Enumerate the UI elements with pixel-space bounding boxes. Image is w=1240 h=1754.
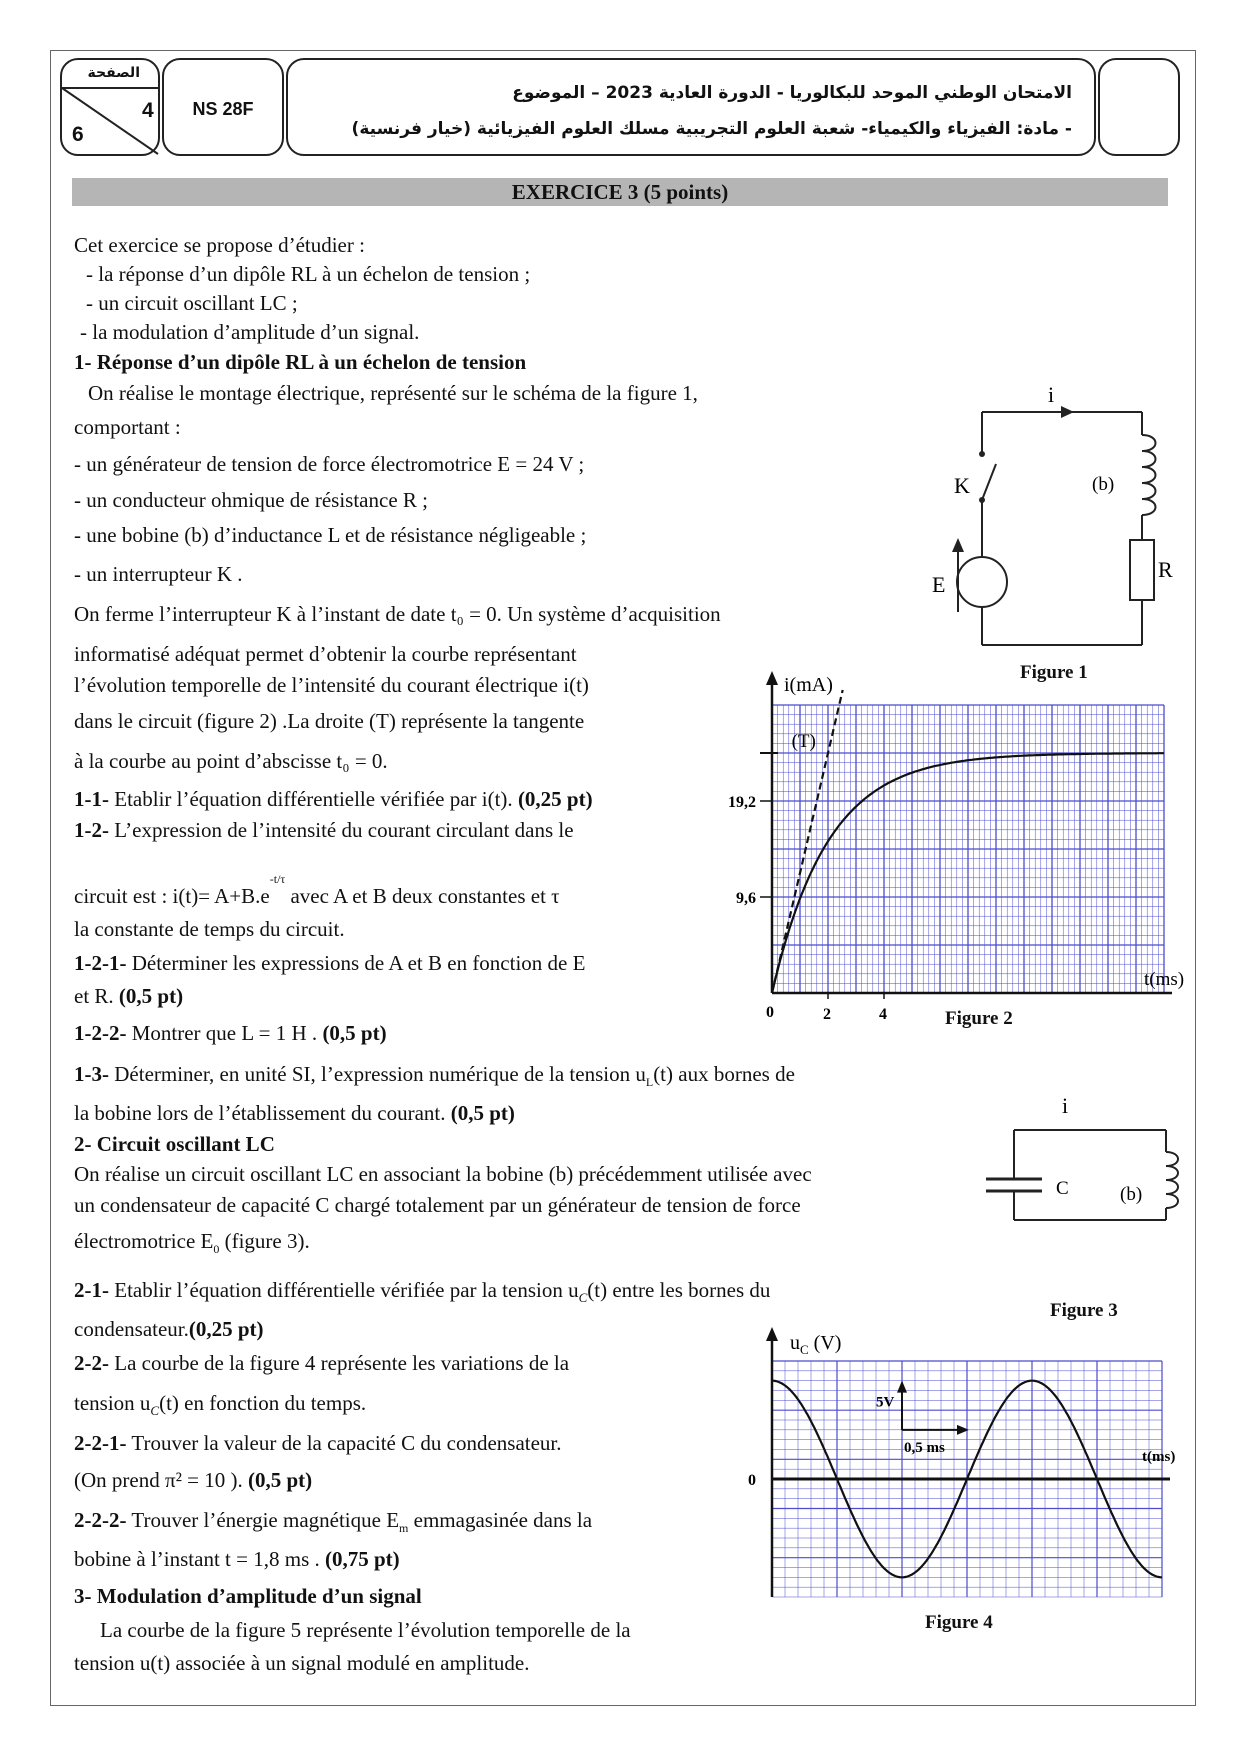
question-text: Déterminer, en unité SI, l’expression numérique de la tension u [109, 1062, 646, 1086]
paragraph: comportant : [74, 415, 181, 439]
question-2-2-2-b [74, 1546, 400, 1572]
exercise-title-band [72, 178, 1168, 206]
question-number: 1-2- [74, 818, 109, 842]
question-number: 2-2-2- [74, 1508, 127, 1532]
exam-title-line1: الامتحان الوطني الموحد للبكالوريا - الدورة العادية 2023 – الموضوع [512, 83, 1072, 103]
paragraph: l’évolution temporelle de l’intensité du courant électrique i(t) [74, 673, 589, 697]
question-text: (On prend π² = 10 ). [74, 1468, 243, 1492]
question-number: 1-2-2- [74, 1021, 127, 1045]
question-points: (0,5 pt) [317, 1021, 387, 1045]
figure3-label-c: C [1056, 1178, 1069, 1199]
origin-label: 0 [748, 1472, 756, 1489]
question-number: 2-2- [74, 1351, 109, 1375]
question-1-2 [74, 817, 574, 843]
tangent-label: (T) [791, 731, 816, 752]
paragraph: La courbe de la figure 5 représente l’évolution temporelle de la [100, 1618, 631, 1642]
formula-exponent: -t/τ [269, 872, 286, 886]
question-text: Etablir l’équation différentielle vérifiée par la tension u [109, 1278, 579, 1302]
list-item: - un générateur de tension de force électromotrice E = 24 V ; [74, 452, 585, 476]
figure1-circuit [920, 380, 1180, 680]
exam-code-box [162, 58, 284, 156]
figure3-caption: Figure 3 [1050, 1300, 1118, 1321]
x-tick-label: 0 [766, 1004, 774, 1021]
paragraph: On réalise le montage électrique, représenté sur le schéma de la figure 1, [88, 381, 698, 405]
coil-b [1142, 435, 1156, 515]
paragraph: tension u(t) associée à un signal modulé en amplitude. [74, 1651, 530, 1675]
question-1-1 [74, 786, 593, 812]
list-item: - un conducteur ohmique de résistance R ; [74, 488, 428, 512]
paragraph: informatisé adéquat permet d’obtenir la courbe représentant [74, 642, 577, 666]
subscript: C [150, 1403, 160, 1419]
exam-title-box [286, 58, 1096, 156]
subscript: C [578, 1290, 588, 1306]
paragraph: dans le circuit (figure 2) .La droite (T) représente la tangente [74, 709, 585, 733]
question-points: (0,5 pt) [445, 1101, 515, 1125]
question-text: condensateur. [74, 1317, 189, 1341]
intro-line: Cet exercice se propose d’étudier : [74, 233, 365, 257]
figure3-label-b: (b) [1120, 1184, 1143, 1205]
y-axis-label-main: u [790, 1332, 800, 1354]
paragraph: un condensateur de capacité C chargé totalement par un générateur de tension de force [74, 1193, 801, 1217]
question-2-2-b [74, 1390, 366, 1424]
paragraph [74, 1228, 310, 1262]
y-axis-label [790, 1332, 841, 1357]
scale-arrow-v-head [897, 1381, 907, 1393]
question-1-3-b [74, 1100, 515, 1126]
question-1-2-1 [74, 950, 585, 976]
question-text: tension u [74, 1391, 151, 1415]
intro-line: - la modulation d’amplitude d’un signal. [80, 320, 420, 344]
emf-arrow-head [952, 538, 964, 552]
page-number-box [60, 58, 160, 156]
figure4-chart [700, 1325, 1180, 1615]
scale-v-label: 5V [876, 1394, 895, 1411]
question-text: Etablir l’équation différentielle vérifiée par i(t). [109, 787, 513, 811]
paragraph: la constante de temps du circuit. [74, 917, 345, 941]
list-item: - un interrupteur K . [74, 562, 243, 586]
y-axis-label: i(mA) [784, 674, 833, 696]
x-axis-label: t(ms) [1144, 969, 1185, 990]
figure1-label-e: E [932, 572, 946, 597]
scale-t-label: 0,5 ms [904, 1439, 945, 1456]
y-tick-label: 9,6 [736, 890, 756, 907]
exam-code: NS 28F [192, 99, 254, 119]
question-text: (t) aux bornes de [653, 1062, 795, 1086]
figure2-chart [700, 665, 1185, 1023]
y-axis-arrow [766, 1327, 778, 1341]
question-points: (0,25 pt) [188, 1317, 264, 1341]
question-1-3 [74, 1061, 795, 1095]
question-points: (0,75 pt) [319, 1547, 400, 1571]
figure4-caption: Figure 4 [925, 1612, 993, 1633]
y-tick-label: 19,2 [728, 794, 756, 811]
question-text: et R. [74, 984, 114, 1008]
question-2-2-2 [74, 1507, 592, 1541]
x-tick-label: 4 [879, 1006, 887, 1023]
question-text: La courbe de la figure 4 représente les variations de la [109, 1351, 570, 1375]
page-total: 6 [72, 123, 84, 146]
figure1-label-k: K [954, 473, 970, 498]
question-text: emmagasinée dans la [408, 1508, 593, 1532]
question-text: Trouver l’énergie magnétique E [126, 1508, 400, 1532]
figure1-label-i: i [1048, 382, 1055, 407]
question-1-2-1-b [74, 983, 183, 1009]
question-1-2-2 [74, 1020, 387, 1046]
part1-title: 1- Réponse d’un dipôle RL à un échelon de tension [74, 350, 527, 374]
header-right-box [1098, 58, 1180, 156]
question-number: 1-2-1- [74, 951, 127, 975]
exam-title-line2: - مادة: الفيزياء والكيمياء- شعبة العلوم التجريبية مسلك العلوم الفيزيائية (خيار فرنسية) [351, 119, 1072, 139]
question-number: 2-2-1- [74, 1431, 127, 1455]
question-2-2-1-b [74, 1467, 312, 1493]
text: électromotrice E [74, 1229, 214, 1253]
intro-line: - la réponse d’un dipôle RL à un échelon de tension ; [86, 262, 531, 286]
part3-title: 3- Modulation d’amplitude d’un signal [74, 1584, 422, 1608]
coil-b [1166, 1152, 1178, 1208]
question-text: L’expression de l’intensité du courant circulant dans le [109, 818, 574, 842]
intro-line: - un circuit oscillant LC ; [86, 291, 298, 315]
subscript: 0 [213, 1242, 220, 1257]
formula: circuit est : i(t)= A+B.e [74, 884, 270, 908]
part2-title: 2- Circuit oscillant LC [74, 1132, 275, 1156]
x-axis-label: t(ms) [1142, 1449, 1176, 1465]
question-text: Montrer que L = 1 H . [126, 1021, 318, 1045]
question-2-1 [74, 1277, 770, 1311]
question-text: Trouver la valeur de la capacité C du condensateur. [126, 1431, 562, 1455]
question-number: 1-3- [74, 1062, 109, 1086]
subscript: m [399, 1521, 409, 1536]
question-1-2-formula [74, 872, 560, 909]
question-2-2-1 [74, 1430, 562, 1456]
current-arrow [1061, 406, 1074, 418]
page-number: 4 [142, 99, 154, 122]
figure1-label-b: (b) [1092, 474, 1115, 495]
switch-contact [979, 451, 985, 457]
resistor-r [1130, 540, 1154, 600]
question-text: Déterminer les expressions de A et B en fonction de E [126, 951, 586, 975]
question-2-2 [74, 1350, 569, 1376]
switch-contact [979, 497, 985, 503]
question-number: 1-1- [74, 787, 109, 811]
generator-e [957, 557, 1007, 607]
question-number: 2-1- [74, 1278, 109, 1302]
y-axis-label-sub: C [800, 1342, 809, 1357]
y-axis-label-unit: (V) [808, 1332, 842, 1354]
figure3-label-i: i [1062, 1093, 1069, 1118]
figure3-circuit [970, 1090, 1180, 1230]
question-text: bobine à l’instant t = 1,8 ms . [74, 1547, 320, 1571]
paragraph: On ferme l’interrupteur K à l’instant de date t₀ = 0. Un système d’acquisition [74, 602, 721, 626]
question-points: (0,5 pt) [242, 1468, 313, 1492]
question-text: (t) entre les bornes du [587, 1278, 771, 1302]
figure2-caption: Figure 2 [945, 1008, 1013, 1029]
list-item: - une bobine (b) d’inductance L et de résistance négligeable ; [74, 523, 587, 547]
paragraph: à la courbe au point d’abscisse t₀ = 0. [74, 749, 388, 773]
formula-tail: avec A et B deux constantes et τ [285, 884, 560, 908]
text: (figure 3). [219, 1229, 310, 1253]
question-points: (0,5 pt) [113, 984, 184, 1008]
question-text: (t) en fonction du temps. [159, 1391, 367, 1415]
figure1-label-r: R [1158, 557, 1173, 582]
y-axis-arrow [766, 671, 778, 685]
question-text: la bobine lors de l’établissement du courant. [74, 1101, 446, 1125]
switch-k [982, 464, 996, 500]
question-points: (0,25 pt) [512, 787, 593, 811]
subscript: L [645, 1075, 654, 1090]
paragraph: On réalise un circuit oscillant LC en associant la bobine (b) précédemment utilisée avec [74, 1162, 812, 1186]
figure1-caption: Figure 1 [1020, 662, 1088, 683]
x-tick-label: 2 [823, 1006, 831, 1023]
question-2-1-b [74, 1316, 264, 1342]
page-label: الصفحة [87, 65, 140, 81]
exercise-title: EXERCICE 3 (5 points) [511, 180, 729, 204]
